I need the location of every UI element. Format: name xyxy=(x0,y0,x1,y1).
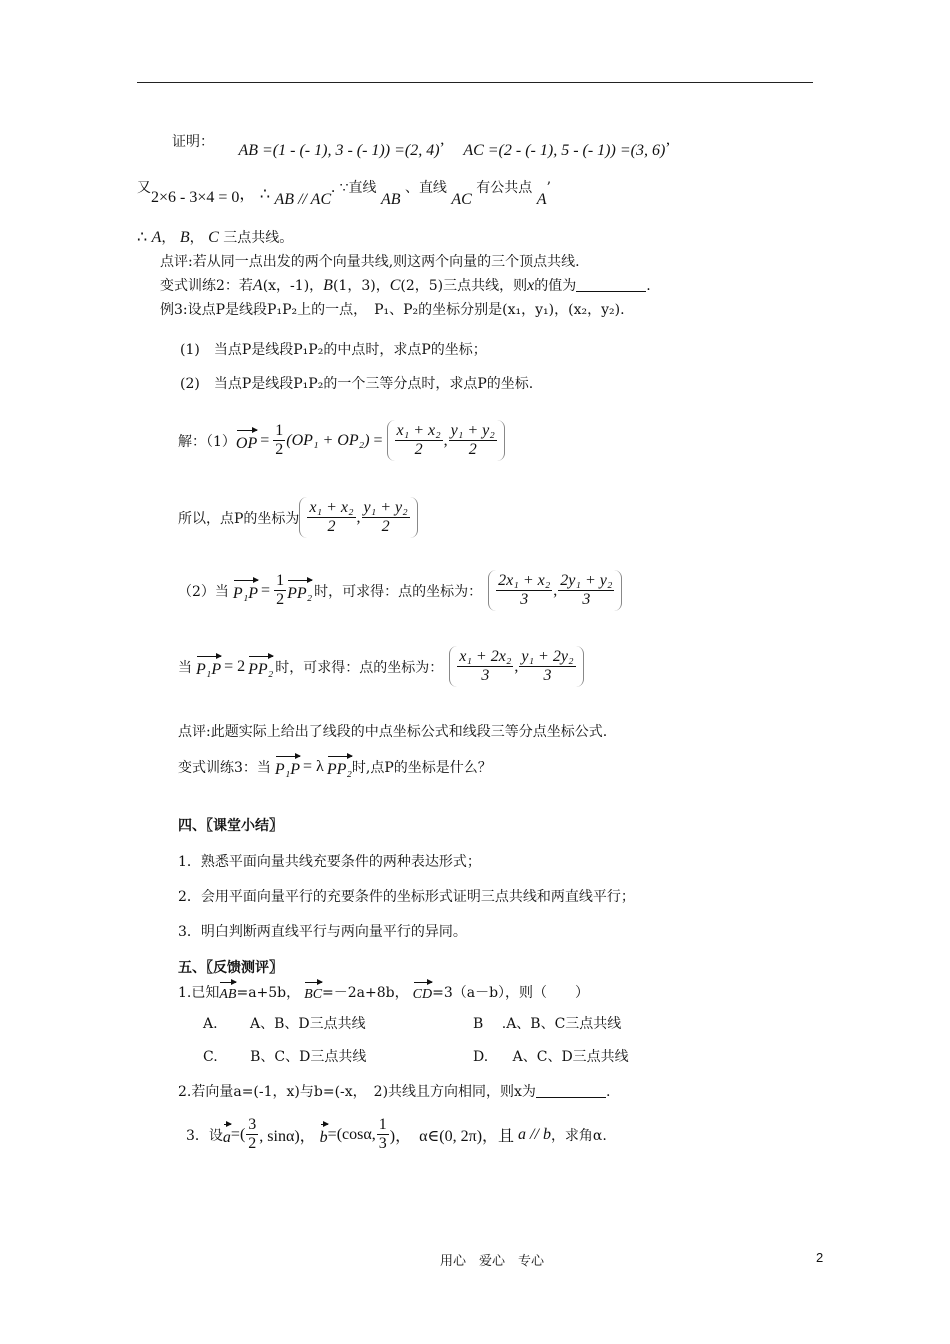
fq1-bc-expr: =－2a+8b， xyxy=(322,984,409,1001)
option-d-key: D. xyxy=(473,1049,489,1065)
vector-p1p-3: P₁P xyxy=(275,754,300,779)
feedback-question-3: 3．设 a =( $\frac{3}{2}$ , sinα)， b =(cosα, $\frac{1}{3}$ )， α∈(0, 2π)，且 a // b ，求角α. xyxy=(186,1116,607,1152)
line2-label: 直线 xyxy=(418,180,447,196)
fq3-suffix: ，求角α. xyxy=(550,1127,607,1144)
sol3-text: 时，可求得：点的坐标为： xyxy=(275,659,444,676)
because-line-label: ∵直线 xyxy=(339,180,377,196)
variant-2: 变式训练2：若A(x，-1)，B(1，3)，C(2，5)三点共线，则x的值为 . xyxy=(160,277,651,294)
therefore-symbol: ∴ xyxy=(259,186,271,203)
option-d-text: A、C、D三点共线 xyxy=(512,1049,629,1065)
you-label: 又 xyxy=(137,180,151,196)
vector-pp2-2: PP₂ xyxy=(248,654,273,679)
variant2-a: A xyxy=(252,277,263,294)
summary-item-3: 3．明白判断两直线平行与两向量平行的异同。 xyxy=(178,924,467,940)
option-c-text: B、C、D三点共线 xyxy=(250,1049,367,1065)
option-a[interactable] xyxy=(203,1014,366,1034)
variant2-b-coords: (1，3)， xyxy=(332,278,390,294)
variant3-text: 时,点P的坐标是什么？ xyxy=(351,759,492,776)
fq2-text: 2.若向量a=(-1，x)与b=(-x， 2)共线且方向相同，则x为 xyxy=(178,1084,536,1100)
section-5-title: 五、〖反馈测评〗 xyxy=(178,960,283,976)
proof-line-2: 又2×6 - 3×4 = 0， ∴ AB // AC. ∵直线 AB 、直线 AC 有公共点 A’ xyxy=(137,179,551,208)
vector-a: a xyxy=(223,1122,231,1147)
fq2-end: . xyxy=(605,1084,611,1100)
fq1-cd-expr: =3（a－b），则（ ） xyxy=(432,984,590,1001)
ab-label: AB xyxy=(380,191,401,208)
trisection-coords-2: $\frac{\text{x₁ + 2x₂}}{3}$ , $\frac{\text{y₁ + 2y₂}}{3}$ xyxy=(449,646,583,687)
summary-item-1: 1．熟悉平面向量共线充要条件的两种表达形式； xyxy=(178,854,481,870)
example-3: 例3:设点P是线段P₁P₂上的一点， P₁、P₂的坐标分别是(x₁，y₁)，(x₂，y₂). xyxy=(160,302,625,318)
variant2-suffix: 的值为 xyxy=(534,278,577,294)
option-a-text: A、B、D三点共线 xyxy=(250,1016,366,1032)
feedback-question-2 xyxy=(178,1082,610,1102)
common-point-label: 有公共点 xyxy=(476,180,533,196)
fq3-close: )， xyxy=(389,1128,412,1145)
vector-bc: BC xyxy=(304,980,322,1003)
midpoint-coords: $\frac{\text{x₁ + x₂}}{2}$ , $\frac{\text{y₁ + y₂}}{2}$ xyxy=(387,420,505,461)
vector-p1p: P₁P xyxy=(233,578,258,603)
summary-item-2: 2．会用平面向量平行的充要条件的坐标形式证明三点共线和两直线平行； xyxy=(178,889,635,905)
fq3-eq1: =( xyxy=(230,1125,246,1143)
conclusion-text: 三点共线。 xyxy=(223,230,294,246)
fq3-parallel: a // b xyxy=(518,1125,551,1143)
sol3-eq: = 2 xyxy=(224,657,246,675)
header-rule xyxy=(137,82,813,83)
vector-cd: CD xyxy=(413,980,432,1003)
sol1b-label: 所以，点P的坐标为 xyxy=(178,510,300,527)
parallel-expression: AB // AC xyxy=(274,191,332,208)
option-c[interactable] xyxy=(203,1047,366,1067)
answer-blank-2[interactable] xyxy=(536,1083,606,1098)
fq3-prefix: 3．设 xyxy=(186,1127,223,1144)
point-a-label: A xyxy=(536,191,547,208)
ac-label: AC xyxy=(451,191,472,208)
trisection-coords-1: $\frac{\text{2x₁ + x₂}}{3}$ , $\frac{\text{2y₁ + y₂}}{3}$ xyxy=(488,570,622,611)
proof-line-3: ∴ A， B， C 三点共线。 xyxy=(137,229,294,246)
vector-b: b xyxy=(320,1122,328,1147)
footer-text: 用心 爱心 专心 xyxy=(440,1254,545,1269)
question-1: (1) 当点P是线段P₁P₂的中点时，求点P的坐标； xyxy=(180,342,487,358)
comment-1: 点评:若从同一点出发的两个向量共线,则这两个向量的三个顶点共线. xyxy=(160,254,580,270)
answer-blank-1[interactable] xyxy=(576,277,646,292)
ac-expression: AC =(2 - (- 1), 5 - (- 1)) =(3, 6) xyxy=(463,142,666,159)
page-number: 2 xyxy=(816,1250,824,1265)
solution-1 xyxy=(178,420,505,461)
sol1-label: 解：（1） xyxy=(178,433,236,450)
option-a-key: A. xyxy=(203,1016,218,1032)
conclusion-b: B xyxy=(179,229,190,246)
sol2-label: （2）当 xyxy=(178,583,229,600)
sol2-text: 时，可求得：点的坐标为： xyxy=(314,583,483,600)
question-2: (2) 当点P是线段P₁P₂的一个三等分点时，求点P的坐标. xyxy=(180,376,534,392)
section-4-title: 四、〖课堂小结〗 xyxy=(178,818,283,834)
fq3-eq2: =(cosα, xyxy=(327,1125,376,1143)
proof-line-1: 证明： AB =(1 - (- 1), 3 - (- 1)) =(2, 4)’ AC =(2 - (- 1), 5 - (- 1)) =(3, 6)’ xyxy=(172,134,671,159)
fq1-ab-expr: =a+5b， xyxy=(236,984,301,1001)
sol3-label: 当 xyxy=(178,659,192,676)
variant2-a-coords: (x，-1)， xyxy=(262,278,324,294)
sol1-eq2: = xyxy=(373,431,383,449)
option-c-key: C. xyxy=(203,1049,218,1065)
fq3-range: α∈(0, 2π)，且 xyxy=(419,1128,515,1145)
ab-expression: AB =(1 - (- 1), 3 - (- 1)) =(2, 4) xyxy=(238,142,440,159)
fq1-prefix: 1.已知 xyxy=(178,984,220,1001)
option-b-text: .A、B、C三点共线 xyxy=(501,1016,622,1032)
variant3-eq: = λ xyxy=(303,757,324,775)
conclusion-c: C xyxy=(208,229,219,246)
sol2-eq: = xyxy=(261,581,271,599)
comment-2: 点评:此题实际上给出了线段的中点坐标公式和线段三等分点坐标公式. xyxy=(178,724,608,740)
solution-2: （2）当 P₁P = $\frac{1}{2}$ PP₂ 时，可求得：点的坐标为： $\frac{\text{2x₁ + x₂}}{3}$ , $\frac{\text{2y₁ + y₂}}{3}$ xyxy=(178,570,622,611)
conclusion-a: A xyxy=(151,229,162,246)
variant2-x: x xyxy=(527,277,535,294)
option-b[interactable] xyxy=(473,1014,621,1034)
solution-1b xyxy=(178,497,418,538)
feedback-question-1 xyxy=(178,980,589,1003)
calc-expression: 2×6 - 3×4 = 0 xyxy=(151,189,240,206)
half-fraction: $\frac{1}{2}$ xyxy=(275,422,284,458)
midpoint-result: $\frac{\text{x₁ + x₂}}{2}$ , $\frac{\text{y₁ + y₂}}{2}$ xyxy=(299,497,417,538)
vector-sum: (OP₁ + OP₂) xyxy=(286,431,370,449)
vector-p1p-2: P₁P xyxy=(196,654,221,679)
vector-ab: AB xyxy=(219,980,236,1003)
variant2-c-coords: (2，5)三点共线，则 xyxy=(400,278,528,294)
solution-3 xyxy=(178,646,584,687)
variant2-c: C xyxy=(389,277,401,294)
vector-pp2-3: PP₂ xyxy=(327,754,352,779)
fq3-sin: , sinα)， xyxy=(259,1128,316,1145)
variant3-label: 变式训练3：当 xyxy=(178,759,271,776)
option-d[interactable] xyxy=(473,1047,629,1067)
vector-pp2: PP₂ xyxy=(287,578,312,603)
variant2-b: B xyxy=(323,277,333,294)
proof-label: 证明： xyxy=(172,134,214,150)
variant2-prefix: 变式训练2：若 xyxy=(160,278,253,294)
sol1-eq: = xyxy=(260,431,270,449)
variant-3 xyxy=(178,754,492,779)
vector-op: OP xyxy=(236,428,257,453)
option-b-key: B xyxy=(473,1016,484,1032)
